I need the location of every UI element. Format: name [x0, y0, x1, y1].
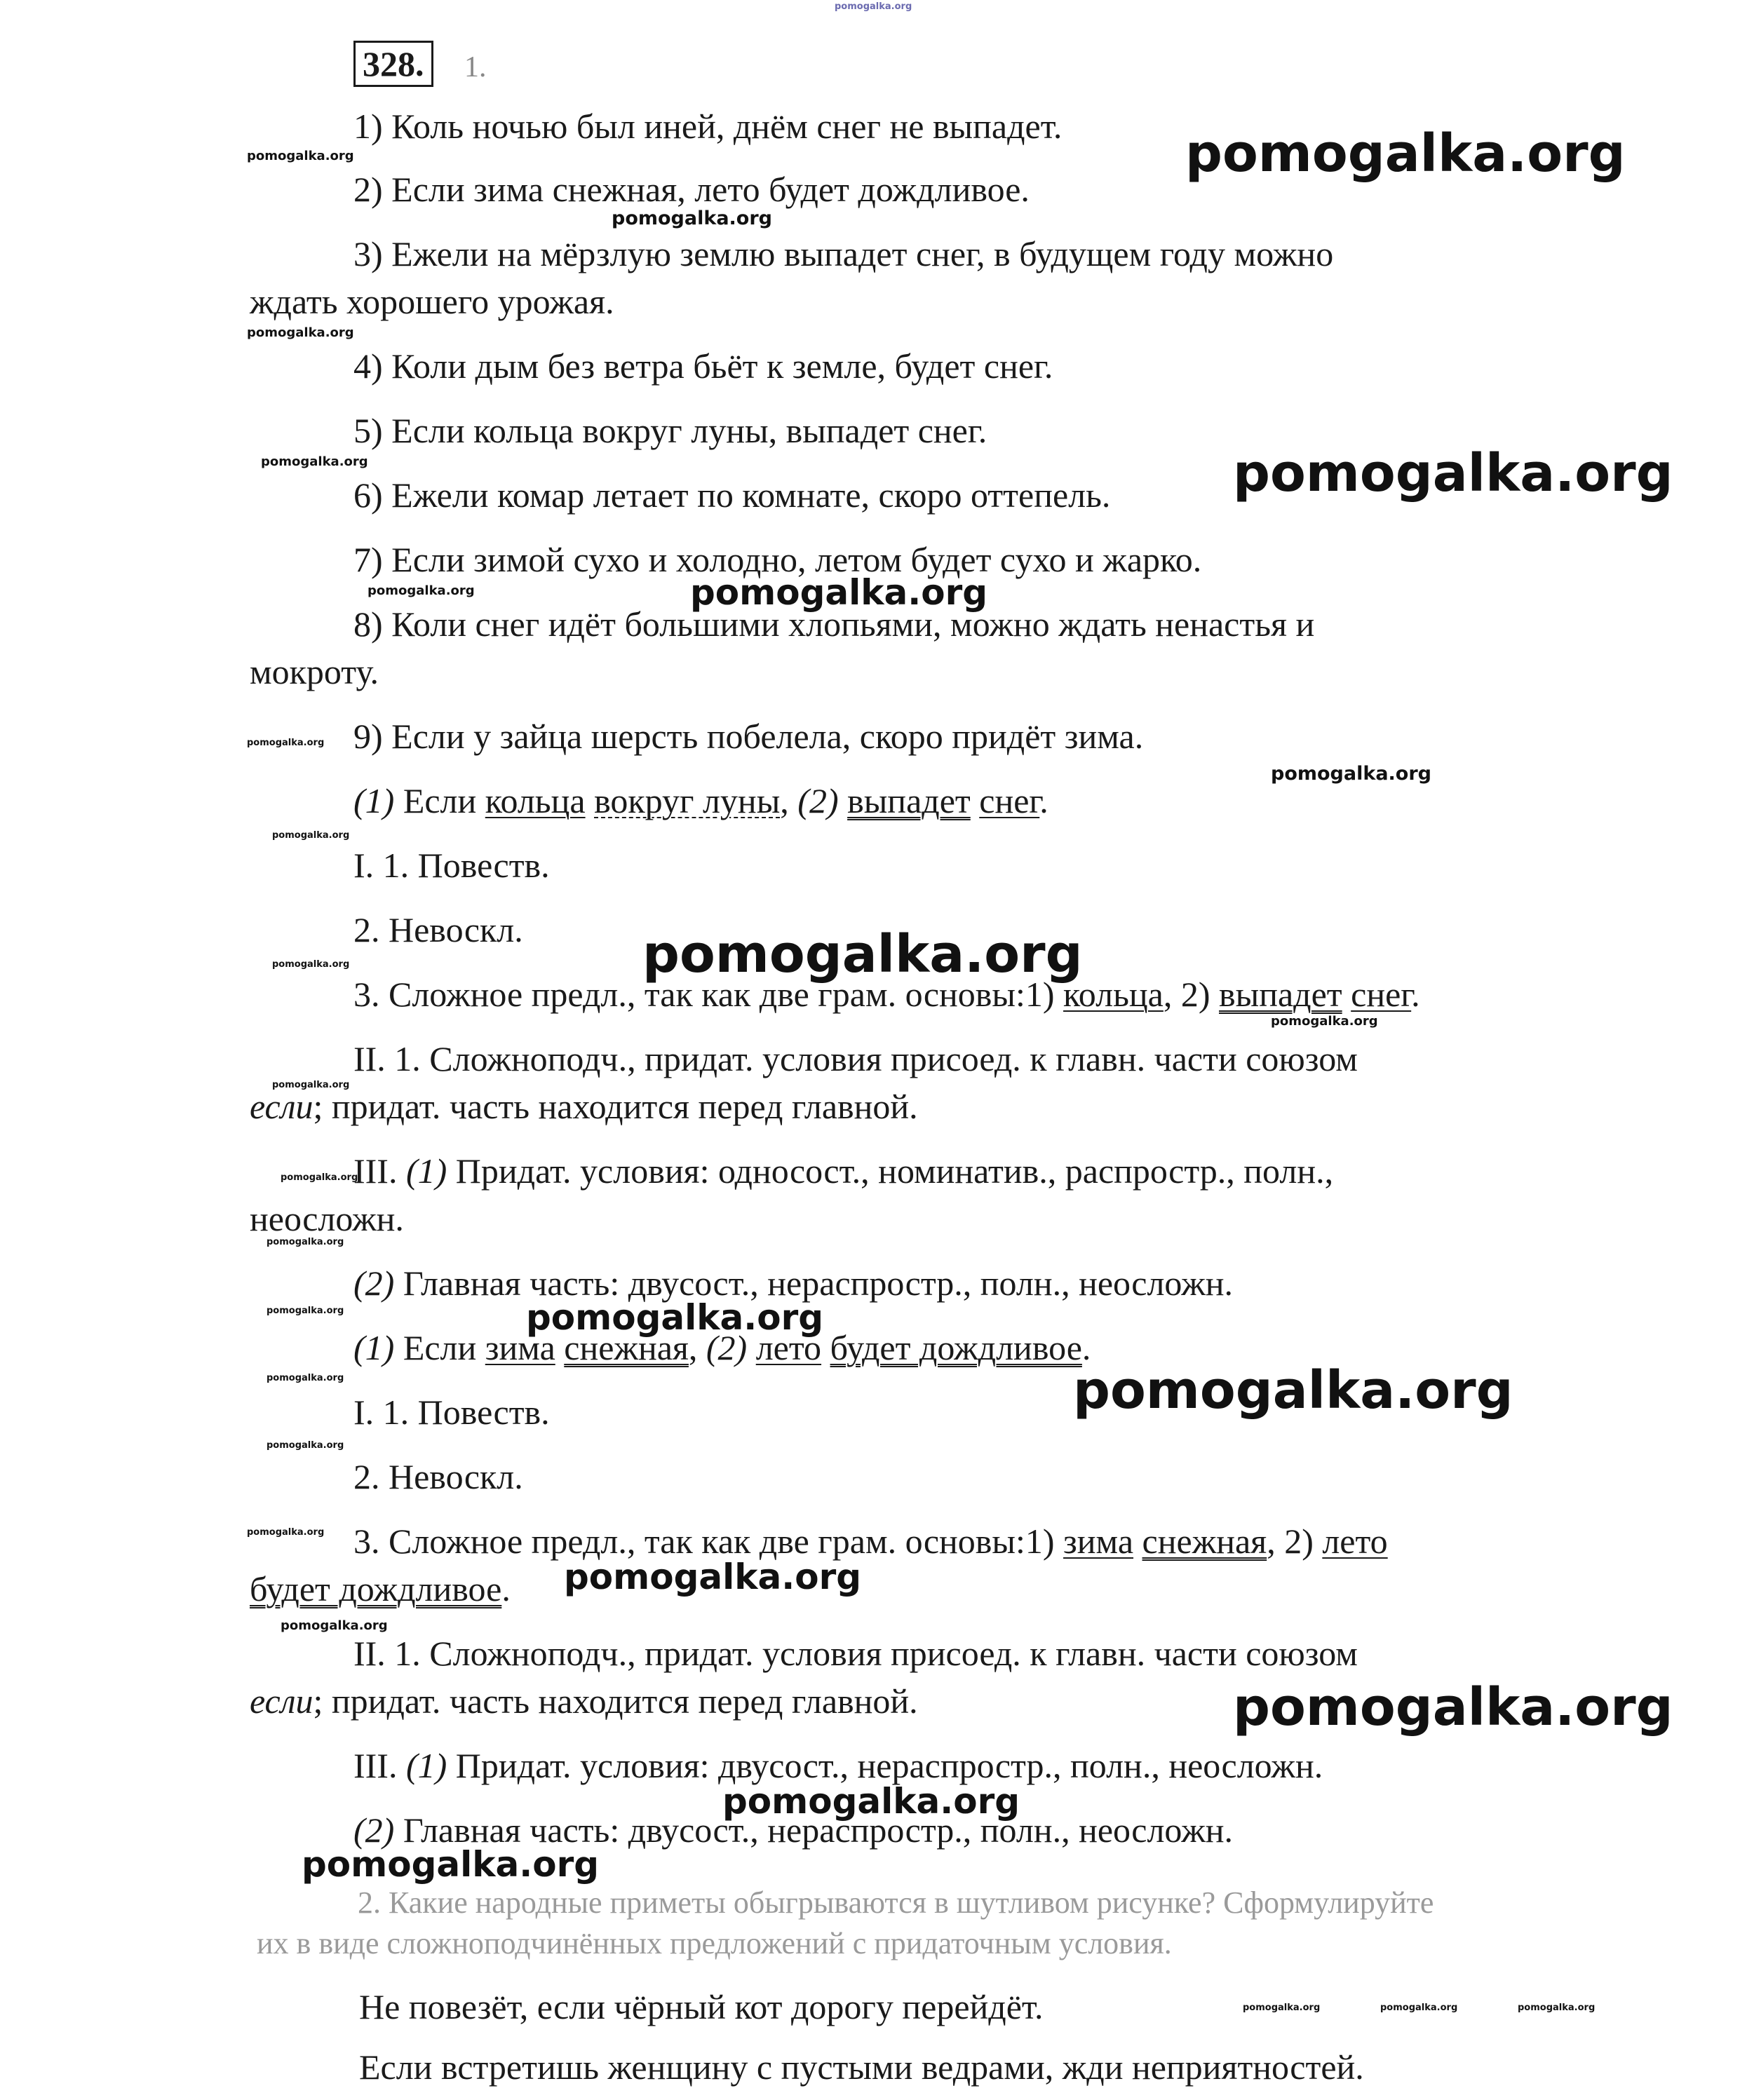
watermark-28: pomogalka.org — [302, 1844, 600, 1885]
text: Главная часть: двусост., нераспростр., полн., неосложн. — [394, 1810, 1233, 1850]
proverb-8a: 8) Коли снег идёт большими хлопьями, можно ждать ненастья и — [353, 604, 1315, 644]
predicate: снежная — [1142, 1522, 1267, 1561]
answer-2: Если встретишь женщину с пустыми ведрами, жди неприятностей. — [359, 2047, 1364, 2087]
predicate: будет дождливое — [250, 1569, 502, 1608]
watermark-23: pomogalka.org — [247, 1527, 325, 1538]
watermark-4: pomogalka.org — [247, 325, 354, 340]
text: , 2) — [1267, 1522, 1323, 1561]
watermark-19: pomogalka.org — [526, 1297, 824, 1338]
analysis2-i3-cont — [250, 1568, 511, 1610]
watermark-24: pomogalka.org — [564, 1557, 862, 1597]
analysis1-i2: 2. Невоскл. — [353, 910, 523, 949]
watermark-1: pomogalka.org — [1185, 123, 1626, 184]
subject: кольца — [1063, 975, 1164, 1014]
analysis1-sentence — [353, 780, 1048, 822]
analysis2-i2: 2. Невоскл. — [353, 1457, 523, 1496]
text: III. — [353, 1746, 406, 1785]
conjunction: если — [250, 1087, 313, 1126]
proverb-3b: ждать хорошего урожая. — [250, 282, 614, 321]
watermark-29: pomogalka.org — [1243, 2003, 1321, 2013]
predicate: снежная — [564, 1328, 689, 1367]
watermark-18: pomogalka.org — [267, 1306, 344, 1316]
analysis2-iii-a — [353, 1745, 1323, 1787]
proverb-7: 7) Если зимой сухо и холодно, летом будет сухо и жарко. — [353, 540, 1202, 579]
watermark-12: pomogalka.org — [642, 924, 1083, 984]
predicate: выпадет — [1219, 975, 1342, 1014]
watermark-26: pomogalka.org — [1233, 1677, 1673, 1737]
exercise-number: 328. — [353, 41, 433, 87]
marker: (2) — [353, 1264, 395, 1303]
text: ; придат. часть находится перед главной. — [313, 1087, 918, 1126]
text: Придат. условия: двусост., нераспростр., полн., неосложн. — [447, 1746, 1323, 1785]
word: Если — [403, 1328, 477, 1367]
analysis2-ii-a: II. 1. Сложноподч., придат. условия присоед. к главн. части союзом — [353, 1634, 1358, 1673]
word: Если — [403, 781, 477, 820]
watermark-16: pomogalka.org — [281, 1172, 358, 1183]
subject: зима — [1063, 1522, 1134, 1561]
watermark-11: pomogalka.org — [272, 830, 350, 841]
exercise-part: 1. — [464, 51, 487, 83]
subject: лето — [755, 1328, 822, 1367]
proverb-6: 6) Ежели комар летает по комнате, скоро оттепель. — [353, 475, 1111, 515]
watermark-20: pomogalka.org — [267, 1373, 344, 1383]
marker: (1) — [353, 781, 395, 820]
analysis1-i1: I. 1. Повеств. — [353, 846, 550, 885]
marker: (1) — [405, 1746, 447, 1785]
text — [1133, 1522, 1142, 1561]
text: ; придат. часть находится перед главной. — [313, 1681, 918, 1721]
predicate: выпадет — [847, 781, 971, 820]
analysis2-ii-b — [250, 1680, 918, 1722]
predicate: будет дождливое — [830, 1328, 1082, 1367]
proverb-8b: мокроту. — [250, 652, 379, 691]
watermark-15: pomogalka.org — [272, 1080, 350, 1090]
proverb-9: 9) Если у зайца шерсть побелела, скоро придёт зима. — [353, 717, 1144, 756]
conjunction: если — [250, 1681, 313, 1721]
proverb-2: 2) Если зима снежная, лето будет дождливое. — [353, 170, 1030, 209]
proverb-1: 1) Коль ночью был иней, днём снег не выпадет. — [353, 107, 1063, 146]
answer-1: Не повезёт, если чёрный кот дорогу перейдёт. — [359, 1987, 1044, 2026]
marker: (1) — [353, 1328, 395, 1367]
watermark-7: pomogalka.org — [367, 583, 475, 598]
text: . — [501, 1569, 511, 1608]
watermark-22: pomogalka.org — [267, 1440, 344, 1451]
subject: лето — [1322, 1522, 1388, 1561]
marker: (2) — [353, 1810, 395, 1850]
watermark-31: pomogalka.org — [1518, 2003, 1596, 2013]
watermark-25: pomogalka.org — [281, 1618, 388, 1633]
watermark-top: pomogalka.org — [835, 1, 912, 12]
punct: , — [780, 781, 789, 820]
text: , 2) — [1163, 975, 1220, 1014]
analysis2-i3 — [353, 1520, 1388, 1562]
text — [1342, 975, 1351, 1014]
subject: кольца — [485, 781, 586, 820]
subject: снег — [1351, 975, 1412, 1014]
watermark-8: pomogalka.org — [690, 572, 988, 613]
marker: (1) — [405, 1151, 447, 1191]
text: 3. Сложное предл., так как две грам. основы:1) — [353, 975, 1064, 1014]
punct: . — [1081, 1328, 1091, 1367]
watermark-3: pomogalka.org — [612, 208, 772, 229]
watermark-9: pomogalka.org — [247, 738, 325, 748]
punct: , — [688, 1328, 698, 1367]
analysis2-i1: I. 1. Повеств. — [353, 1393, 550, 1432]
watermark-14: pomogalka.org — [1271, 1014, 1378, 1029]
text: III. — [353, 1151, 406, 1191]
text: Придат. условия: односост., номинатив., распростр., полн., — [447, 1151, 1334, 1191]
proverb-3a: 3) Ежели на мёрзлую землю выпадет снег, в будущем году можно — [353, 234, 1334, 273]
marker: (2) — [797, 781, 839, 820]
task2-line1: 2. Какие народные приметы обыгрываются в шутливом рисунке? Сформулируйте — [358, 1885, 1434, 1920]
task2-line2: их в виде сложноподчинённых предложений с придаточным условия. — [257, 1926, 1172, 1960]
analysis1-ii-a: II. 1. Сложноподч., придат. условия присоед. к главн. части союзом — [353, 1039, 1358, 1078]
watermark-10: pomogalka.org — [1271, 763, 1431, 785]
analysis1-ii-b — [250, 1085, 918, 1127]
watermark-5: pomogalka.org — [1233, 443, 1673, 503]
watermark-17: pomogalka.org — [267, 1237, 344, 1247]
proverb-5: 5) Если кольца вокруг луны, выпадет снег. — [353, 411, 987, 450]
analysis1-iii-a2: неосложн. — [250, 1199, 404, 1238]
subject: зима — [485, 1328, 555, 1367]
subject: снег — [979, 781, 1040, 820]
punct: . — [1039, 781, 1048, 820]
text: 3. Сложное предл., так как две грам. основы:1) — [353, 1522, 1064, 1561]
analysis1-iii-a — [353, 1150, 1333, 1192]
watermark-27: pomogalka.org — [722, 1781, 1020, 1822]
watermark-30: pomogalka.org — [1380, 2003, 1458, 2013]
circumstance: вокруг луны — [594, 781, 781, 820]
watermark-13: pomogalka.org — [272, 959, 350, 970]
marker: (2) — [706, 1328, 748, 1367]
text: Главная часть: двусост., нераспростр., полн., неосложн. — [394, 1264, 1233, 1303]
watermark-6: pomogalka.org — [261, 454, 368, 469]
text: . — [1411, 975, 1420, 1014]
watermark-21: pomogalka.org — [1073, 1360, 1513, 1421]
proverb-4: 4) Коли дым без ветра бьёт к земле, будет снег. — [353, 346, 1053, 386]
watermark-2: pomogalka.org — [247, 149, 354, 163]
